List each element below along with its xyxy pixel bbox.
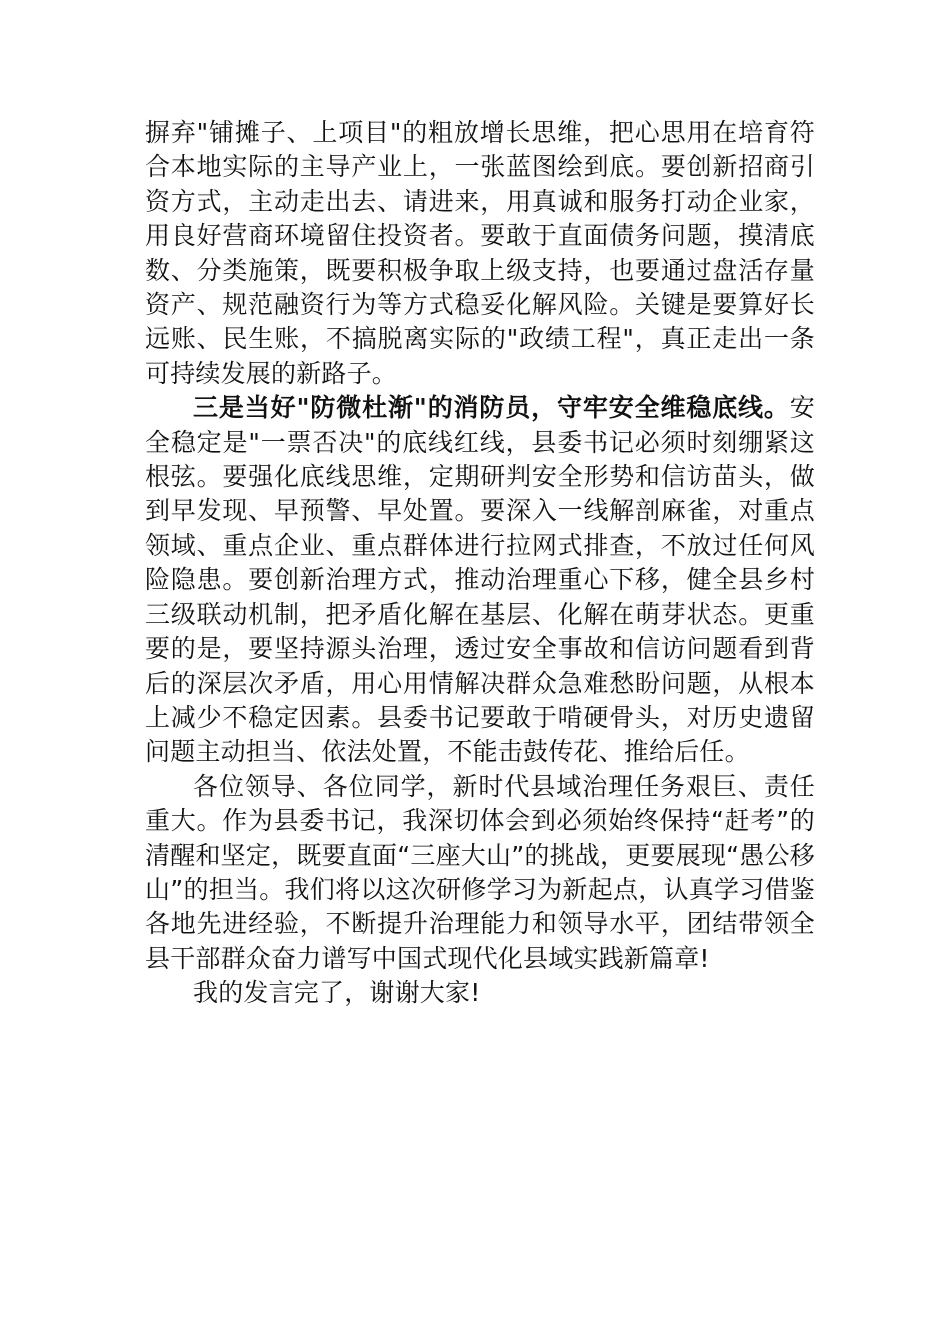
- paragraph-industry-development: [145, 116, 815, 391]
- paragraph-heading-bold: 三是当好"防微杜渐"的消防员，守牢安全维稳底线。: [193, 393, 790, 423]
- paragraph-text: 我的发言完了，谢谢大家!: [193, 978, 481, 1008]
- paragraph-text: 安全稳定是"一票否决"的底线红线，县委书记必须时刻绷紧这根弦。要强化底线思维，定期研判安全形势和信访苗头，做到早发现、早预警、早处置。要深入一线解剖麻雀，对重点领域、重点企业、重点群体进行拉网式排查，不放过任何风险隐患。要创新治理方式，推动治理重心下移，健全县乡村三级联动机制，把矛盾化解在基层、化解在萌芽状态。更重要的是，要坚持源头治理，透过安全事故和信访问题看到背后的深层次矛盾，用心用情解决群众急难愁盼问题，从根本上减少不稳定因素。县委书记要敢于啃硬骨头，对历史遗留问题主动担当、依法处置，不能击鼓传花、推给后任。: [145, 393, 815, 767]
- paragraph-text: 摒弃"铺摊子、上项目"的粗放增长思维，把心思用在培育符合本地实际的主导产业上，一张蓝图绘到底。要创新招商引资方式，主动走出去、请进来，用真诚和服务打动企业家，用良好营商环境留住投资者。要敢于直面债务问题，摸清底数、分类施策，既要积极争取上级支持，也要通过盘活存量资产、规范融资行为等方式稳妥化解风险。关键是要算好长远账、民生账，不搞脱离实际的"政绩工程"，真正走出一条可持续发展的新路子。: [145, 118, 815, 388]
- paragraph-closing-remarks: [145, 770, 815, 976]
- paragraph-safety-stability: [145, 391, 815, 769]
- document-body: [145, 116, 815, 1011]
- paragraph-thanks: [145, 976, 815, 1010]
- paragraph-text: 各位领导、各位同学，新时代县域治理任务艰巨、责任重大。作为县委书记，我深切体会到必须始终保持“赶考”的清醒和坚定，既要直面“三座大山”的挑战，更要展现“愚公移山”的担当。我们将以这次研修学习为新起点，认真学习借鉴各地先进经验，不断提升治理能力和领导水平，团结带领全县干部群众奋力谱写中国式现代化县域实践新篇章!: [145, 771, 815, 973]
